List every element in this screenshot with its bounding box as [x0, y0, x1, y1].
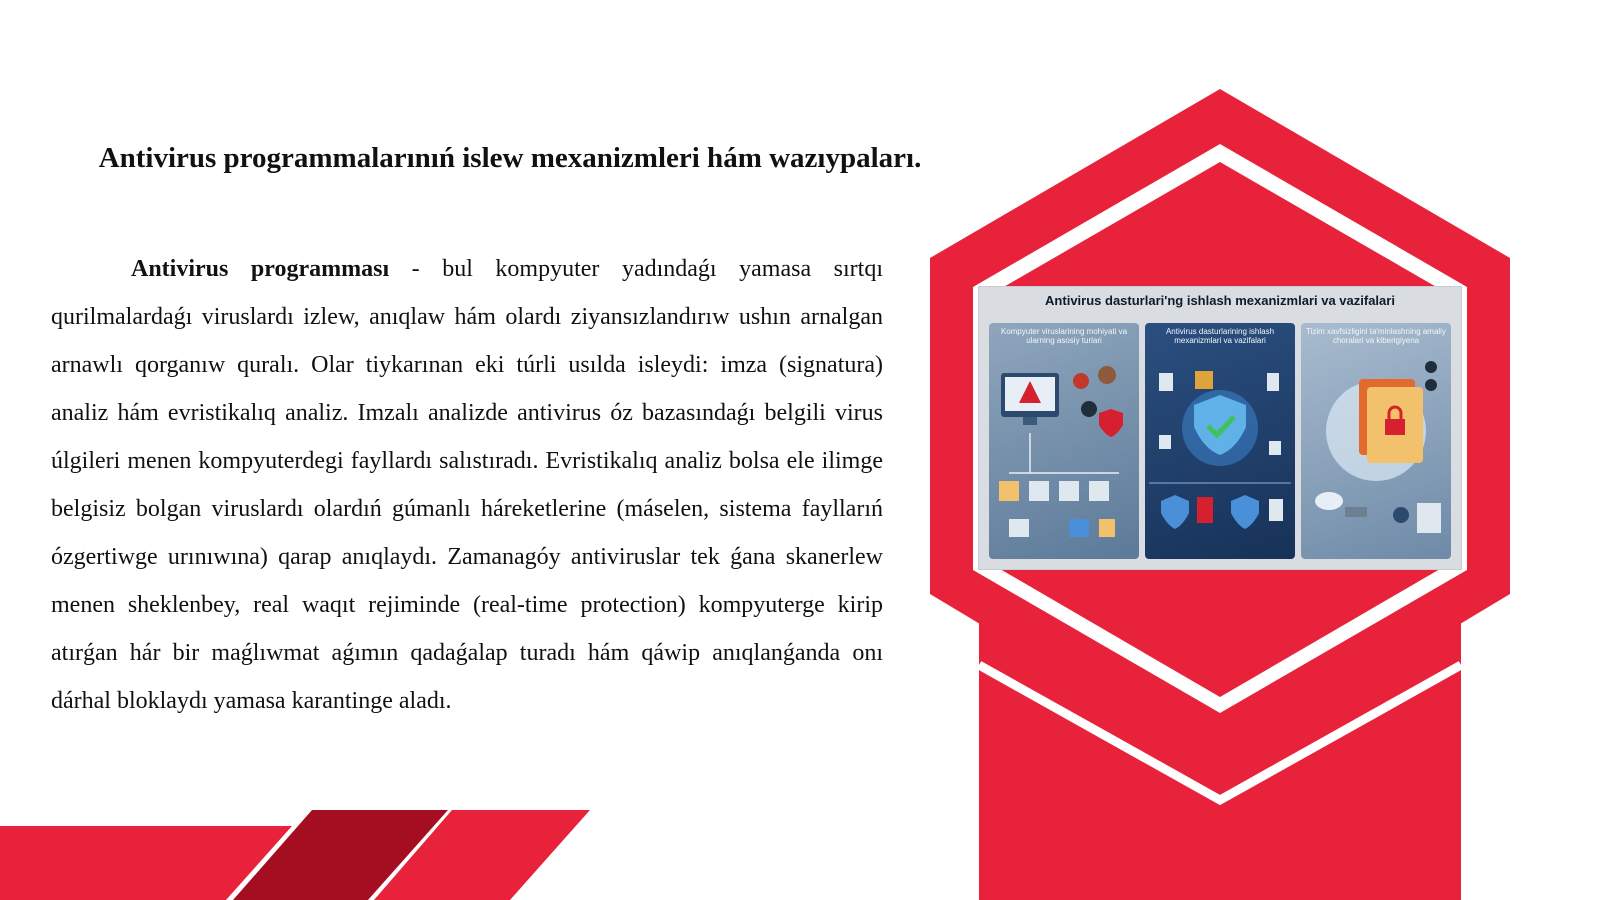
- lock-folders-icon: [1301, 323, 1451, 559]
- body-paragraph: [51, 245, 883, 725]
- infographic-panel-virus-types: [989, 323, 1139, 559]
- body-text: - bul kompyuter yadındaǵı yamasa sırtqı qurilmalardaǵı viruslardı izlew, anıqlaw hám olardı ziyansızlandırıw ushın arnalgan arnawlı qorganıw quralı. Olar tiykarınan eki túrli usılda isleydi: imza (signatura) analiz hám evristikalıq analiz. Imzalı analizde antivirus óz bazasındaǵı belgili virus úlgileri menen kompyuterdegi fayllardı salıstıradı. Evristikalıq analiz bolsa ele ilimge belgisiz bolgan viruslardı olardıń gúmanlı háreketlerine (máselen, sistema fayllarıń ózgertiwge urınıwına) qarap anıqlaydı. Zamanagóy antiviruslar tek ǵana skanerlew menen sheklenbey, real waqıt rejiminde (real-time protection) kompyuterge kirip atırǵan hár bir maǵlıwmat aǵımın qadaǵalap turadı hám qáwip anıqlanǵanda onı dárhal bloklaydı yamasa karantinge aladı.: [51, 256, 883, 714]
- computer-warning-icon: [989, 323, 1139, 559]
- infographic-panel-mechanisms: [1145, 323, 1295, 559]
- panel-caption: Antivirus dasturlarining ishlash mexanizmlari va vazifalari: [1165, 327, 1275, 345]
- infographic-title: Antivirus dasturlari'ng ishlash mexanizmlari va vazifalari: [1045, 293, 1395, 308]
- panel-caption: Tizim xavfsizligini ta'minlashning amaliy choralari va kiberigiyena: [1306, 327, 1446, 345]
- slide-title: Antivirus programmalarınıń islew mexanizmleri hám wazıypaları.: [98, 142, 922, 174]
- shield-check-icon: [1145, 323, 1295, 559]
- infographic-image: [978, 286, 1462, 570]
- panel-caption: Kompyuter viruslarining mohiyati va ularning asosiy turlari: [1000, 327, 1128, 345]
- infographic-panel-security: [1301, 323, 1451, 559]
- body-term: Antivirus programması: [131, 256, 390, 282]
